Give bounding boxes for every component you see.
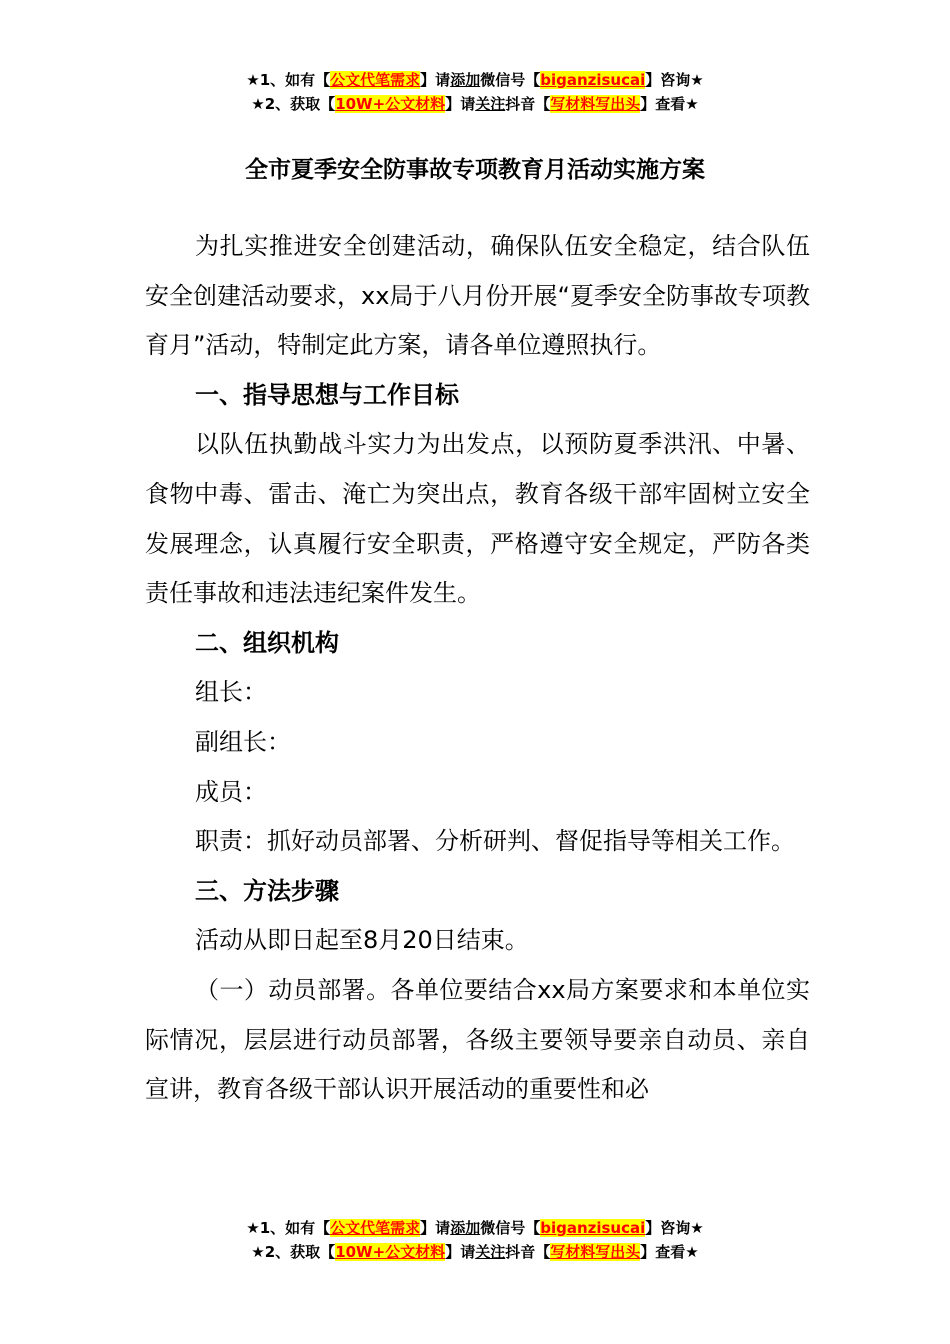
promo-text: 微信号【 bbox=[480, 71, 541, 89]
promo-line-2 bbox=[0, 1240, 950, 1264]
promo-text: 】查看★ bbox=[640, 95, 699, 113]
promo-underline: 关注 bbox=[475, 1243, 506, 1261]
promo-text: 抖音【 bbox=[505, 95, 551, 113]
paragraph-guiding: 以队伍执勤战斗实力为出发点，以预防夏季洪汛、中暑、食物中毒、雷击、淹亡为突出点，教育各级干部牢固树立安全发展理念，认真履行安全职责，严格遵守安全规定，严防各类责任事故和违法违纪案件发生。 bbox=[145, 430, 810, 608]
paragraph-intro: 为扎实推进安全创建活动，确保队伍安全稳定，结合队伍安全创建活动要求，xx局于八月份开展“夏季安全防事故专项教育月”活动，特制定此方案，请各单位遵照执行。 bbox=[145, 232, 810, 360]
promo-text: ★2、获取【 bbox=[251, 95, 336, 113]
promo-underline: 关注 bbox=[475, 95, 506, 113]
promo-line-2 bbox=[0, 92, 950, 116]
document-body bbox=[145, 222, 810, 1115]
promo-highlight: 公文代笔需求 bbox=[330, 71, 421, 89]
promo-text: ★1、如有【 bbox=[246, 71, 331, 89]
promo-text: ★1、如有【 bbox=[246, 1219, 331, 1237]
paragraph-members: 成员： bbox=[195, 777, 267, 806]
paragraph-duties: 职责：抓好动员部署、分析研判、督促指导等相关工作。 bbox=[195, 827, 795, 856]
promo-text: 】请 bbox=[445, 1243, 476, 1261]
paragraph-leader: 组长： bbox=[195, 678, 267, 707]
promo-text: 】咨询★ bbox=[645, 1219, 704, 1237]
promo-highlight: biganzisucai bbox=[540, 71, 646, 89]
promo-text: ★2、获取【 bbox=[251, 1243, 336, 1261]
promo-highlight: biganzisucai bbox=[540, 1219, 646, 1237]
promo-highlight: 写材料写出头 bbox=[550, 1243, 641, 1261]
promo-highlight: 10W+公文材料 bbox=[335, 95, 446, 113]
promo-highlight: 写材料写出头 bbox=[550, 95, 641, 113]
promo-text: 】咨询★ bbox=[645, 71, 704, 89]
section-heading-1: 一、指导思想与工作目标 bbox=[195, 380, 459, 409]
promo-text: 】请 bbox=[420, 1219, 451, 1237]
promo-footer bbox=[0, 1216, 950, 1264]
promo-text: 微信号【 bbox=[480, 1219, 541, 1237]
promo-line-1 bbox=[0, 1216, 950, 1240]
paragraph-timeframe: 活动从即日起至8月20日结束。 bbox=[195, 926, 529, 955]
promo-header bbox=[0, 68, 950, 116]
section-heading-2: 二、组织机构 bbox=[195, 628, 339, 657]
promo-highlight: 公文代笔需求 bbox=[330, 1219, 421, 1237]
promo-text: 】请 bbox=[420, 71, 451, 89]
promo-text: 抖音【 bbox=[505, 1243, 551, 1261]
paragraph-deputy-leader: 副组长： bbox=[195, 727, 291, 756]
promo-highlight: 10W+公文材料 bbox=[335, 1243, 446, 1261]
promo-text: 】查看★ bbox=[640, 1243, 699, 1261]
section-heading-3: 三、方法步骤 bbox=[195, 876, 339, 905]
paragraph-mobilization: （一）动员部署。各单位要结合xx局方案要求和本单位实际情况，层层进行动员部署，各级主要领导要亲自动员、亲自宣讲，教育各级干部认识开展活动的重要性和必 bbox=[145, 975, 810, 1104]
document-title: 全市夏季安全防事故专项教育月活动实施方案 bbox=[245, 157, 705, 183]
promo-underline: 添加 bbox=[450, 71, 481, 89]
promo-underline: 添加 bbox=[450, 1219, 481, 1237]
promo-text: 】请 bbox=[445, 95, 476, 113]
promo-line-1 bbox=[0, 68, 950, 92]
